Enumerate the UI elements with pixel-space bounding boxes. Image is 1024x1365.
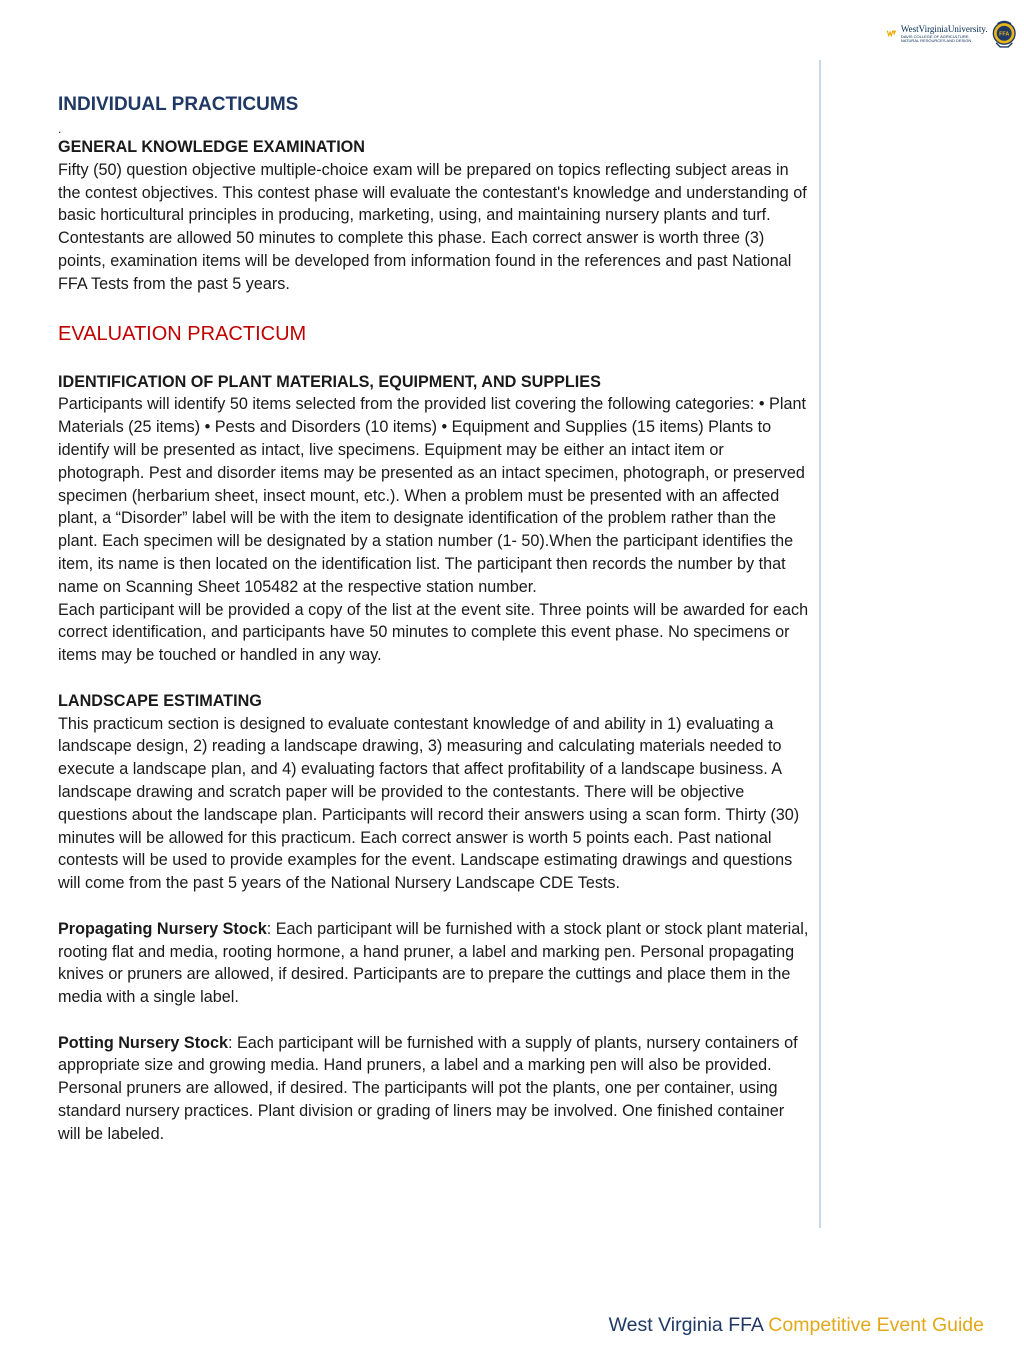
wvu-name: WestVirginiaUniversity.: [900, 24, 988, 34]
footer-org: West Virginia FFA: [608, 1314, 763, 1336]
landscape-body: This practicum section is designed to evaluate contestant knowledge of and ability in 1) evaluating a landscape design, 2) reading a landscape drawing, 3) measuring and calculating materials needed to execute a landscape plan, and 4) evaluating factors that affect profitability of a landscape business. A landscape drawing and scratch paper will be provided to the contestants. There will be objective questions about the landscape plan. Participants will record their answers using a scan form. Thirty (30) minutes will be allowed for this practicum. Each correct answer is worth 5 points each. Past national contests will be used to provide examples for the event. Landscape estimating drawings and questions will come from the past 5 years of the National Nursery Landscape CDE Tests.: [58, 714, 800, 893]
heading-evaluation-practicum: EVALUATION PRACTICUM: [58, 322, 307, 345]
propagating-paragraph: [58, 918, 810, 1009]
propagating-lead: Propagating Nursery Stock: [58, 919, 267, 938]
header-logo: [886, 10, 1016, 58]
spacer: [58, 895, 810, 918]
right-margin-rule: [819, 60, 821, 1228]
gke-title: GENERAL KNOWLEDGE EXAMINATION: [58, 138, 365, 156]
wvu-wordmark: [901, 25, 988, 43]
identification-title: IDENTIFICATION OF PLANT MATERIALS, EQUIPMENT, AND SUPPLIES: [58, 372, 601, 391]
potting-paragraph: [58, 1032, 810, 1146]
potting-body: : Each participant will be furnished with a supply of plants, nursery containers of appropriate size and growing media. Hand pruners, a label and a marking pen will also be provided. Personal pruners are allowed, if desired. The participants will pot the plants, one per container, using standard nursery practices. Plant division or grading of liners may be involved. One finished container will be labeled.: [58, 1033, 798, 1143]
heading-individual-practicums: INDIVIDUAL PRACTICUMS: [58, 94, 299, 115]
spacer: [58, 667, 810, 690]
potting-lead: Potting Nursery Stock: [58, 1033, 229, 1052]
landscape-title: LANDSCAPE ESTIMATING: [58, 691, 262, 710]
stray-dot: .: [58, 122, 62, 136]
wvu-flying-wv-icon: [886, 26, 897, 42]
propagating-body: : Each participant will be furnished with a stock plant or stock plant material, rooting flat and media, rooting hormone, a hand pruner, a label and marking pen. Personal propagating knives or pruners are allowed, if desired. Participants are to prepare the cuttings and place them in the media with a single label.: [58, 919, 809, 1007]
identification-body-1: Participants will identify 50 items selected from the provided list covering the following categories: • Plant Materials (25 items) • Pests and Disorders (10 items) • Equipment and Supplies (15 items) Plants to identify will be presented as intact, live specimens. Equipment may be either an intact item or photograph. Pest and disorder items may be presented as an intact specimen, photograph, or preserved specimen (herbarium sheet, insect mount, etc.). When a problem must be presented with an affected plant, a “Disorder” label will be with the item to designate identification of the problem rather than the plant. Each specimen will be designated by a station number (1- 50).When the participant identifies the item, its name is then located on the identification list. The participant then records the number by that name on Scanning Sheet 105482 at the respective station number.: [58, 395, 806, 596]
gke-body: Fifty (50) question objective multiple-choice exam will be prepared on topics reflecting subject areas in the contest objectives. This contest phase will evaluate the contestant's knowledge and understanding of basic horticultural principles in producing, marketing, using, and maintaining nursery plants and turf. Contestants are allowed 50 minutes to complete this phase. Each correct answer is worth three (3) points, examination items will be developed from information found in the references and past National FFA Tests from the past 5 years.: [58, 160, 807, 293]
wvu-college: DAVIS COLLEGE OF AGRICULTURE, NATURAL RESOURCES AND DESIGN: [900, 34, 972, 43]
spacer: [58, 1009, 810, 1032]
footer-guide: Competitive Event Guide: [768, 1314, 984, 1336]
ffa-emblem-icon: [992, 11, 1016, 57]
page-footer: [609, 1314, 984, 1337]
document-body: [58, 92, 810, 1146]
ffa-emblem-text: FFA: [998, 31, 1009, 38]
identification-body-2: Each participant will be provided a copy of the list at the event site. Three points will be awarded for each correct identification, and participants have 50 minutes to complete this event phase. No specimens or items may be touched or handled in any way.: [58, 600, 809, 665]
